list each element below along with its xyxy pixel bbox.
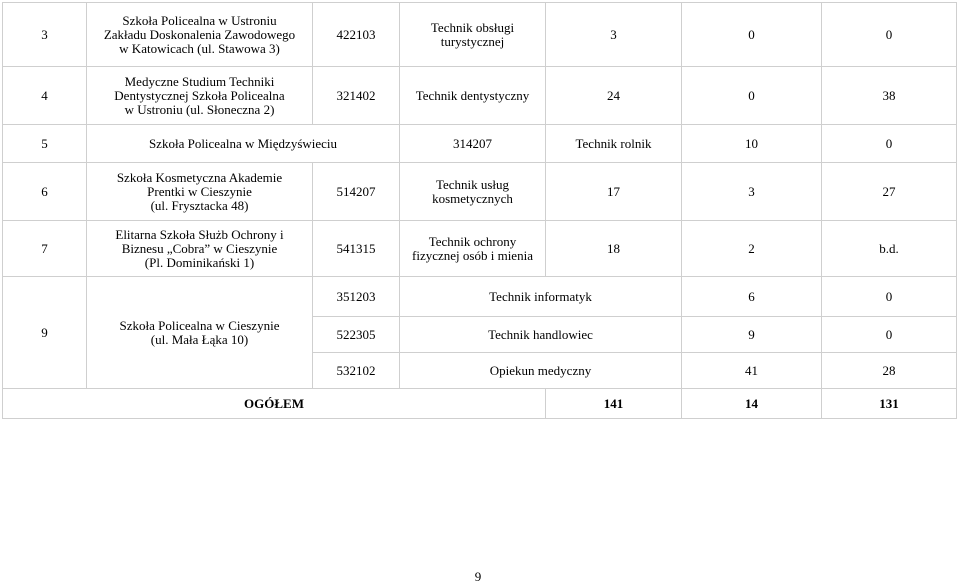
profession-code: 314207 bbox=[400, 125, 546, 163]
value-col-3: 38 bbox=[822, 67, 957, 125]
value-col-3: 28 bbox=[822, 353, 957, 389]
profession-name: Technik informatyk bbox=[400, 277, 682, 317]
table-row bbox=[3, 163, 957, 221]
profession-code: 532102 bbox=[313, 353, 400, 389]
profession-code: 351203 bbox=[313, 277, 400, 317]
row-number: 3 bbox=[3, 3, 87, 67]
table-row bbox=[3, 221, 957, 277]
profession-name: Technik obsługi turystycznej bbox=[400, 3, 546, 67]
total-col-3: 131 bbox=[822, 389, 957, 419]
school-name: Medyczne Studium Techniki Dentystycznej Szkoła Policealna w Ustroniu (ul. Słoneczna 2) bbox=[87, 67, 313, 125]
school-name: Elitarna Szkoła Służb Ochrony i Biznesu „Cobra” w Cieszynie (Pl. Dominikański 1) bbox=[87, 221, 313, 277]
value-col-2: 2 bbox=[682, 221, 822, 277]
table-row bbox=[3, 67, 957, 125]
page-number: 9 bbox=[474, 569, 482, 584]
school-name: Szkoła Kosmetyczna Akademie Prentki w Cieszynie (ul. Frysztacka 48) bbox=[87, 163, 313, 221]
total-col-2: 14 bbox=[682, 389, 822, 419]
value-col-1: 18 bbox=[546, 221, 682, 277]
value-col-1: 3 bbox=[546, 3, 682, 67]
profession-code: 522305 bbox=[313, 317, 400, 353]
value-col-3: b.d. bbox=[822, 221, 957, 277]
profession-name: Technik usług kosmetycznych bbox=[400, 163, 546, 221]
profession-code: 422103 bbox=[313, 3, 400, 67]
value-col-3: 27 bbox=[822, 163, 957, 221]
profession-code: 541315 bbox=[313, 221, 400, 277]
profession-name: Technik rolnik bbox=[546, 125, 682, 163]
profession-code: 321402 bbox=[313, 67, 400, 125]
profession-code: 514207 bbox=[313, 163, 400, 221]
table-row bbox=[3, 125, 957, 163]
schools-table bbox=[2, 2, 957, 419]
value-col-3: 0 bbox=[822, 317, 957, 353]
value-col-1: 24 bbox=[546, 67, 682, 125]
row-number: 6 bbox=[3, 163, 87, 221]
profession-name: Technik handlowiec bbox=[400, 317, 682, 353]
school-name: Szkoła Policealna w Międzyświeciu bbox=[87, 125, 400, 163]
total-label: OGÓŁEM bbox=[3, 389, 546, 419]
table-row bbox=[3, 277, 957, 317]
school-name: Szkoła Policealna w Cieszynie (ul. Mała Łąka 10) bbox=[87, 277, 313, 389]
row-number: 4 bbox=[3, 67, 87, 125]
table-row bbox=[3, 3, 957, 67]
value-col-2: 0 bbox=[822, 125, 957, 163]
value-col-3: 0 bbox=[822, 277, 957, 317]
value-col-3: 0 bbox=[822, 3, 957, 67]
row-number: 5 bbox=[3, 125, 87, 163]
total-row bbox=[3, 389, 957, 419]
row-number: 9 bbox=[3, 277, 87, 389]
profession-name: Technik dentystyczny bbox=[400, 67, 546, 125]
total-col-1: 141 bbox=[546, 389, 682, 419]
value-col-1: 6 bbox=[682, 277, 822, 317]
value-col-1: 9 bbox=[682, 317, 822, 353]
profession-name: Technik ochrony fizycznej osób i mienia bbox=[400, 221, 546, 277]
value-col-2: 0 bbox=[682, 3, 822, 67]
profession-name: Opiekun medyczny bbox=[400, 353, 682, 389]
row-number: 7 bbox=[3, 221, 87, 277]
value-col-2: 3 bbox=[682, 163, 822, 221]
value-col-1: 41 bbox=[682, 353, 822, 389]
value-col-1: 10 bbox=[682, 125, 822, 163]
school-name: Szkoła Policealna w Ustroniu Zakładu Doskonalenia Zawodowego w Katowicach (ul. Stawowa 3) bbox=[87, 3, 313, 67]
value-col-2: 0 bbox=[682, 67, 822, 125]
value-col-1: 17 bbox=[546, 163, 682, 221]
